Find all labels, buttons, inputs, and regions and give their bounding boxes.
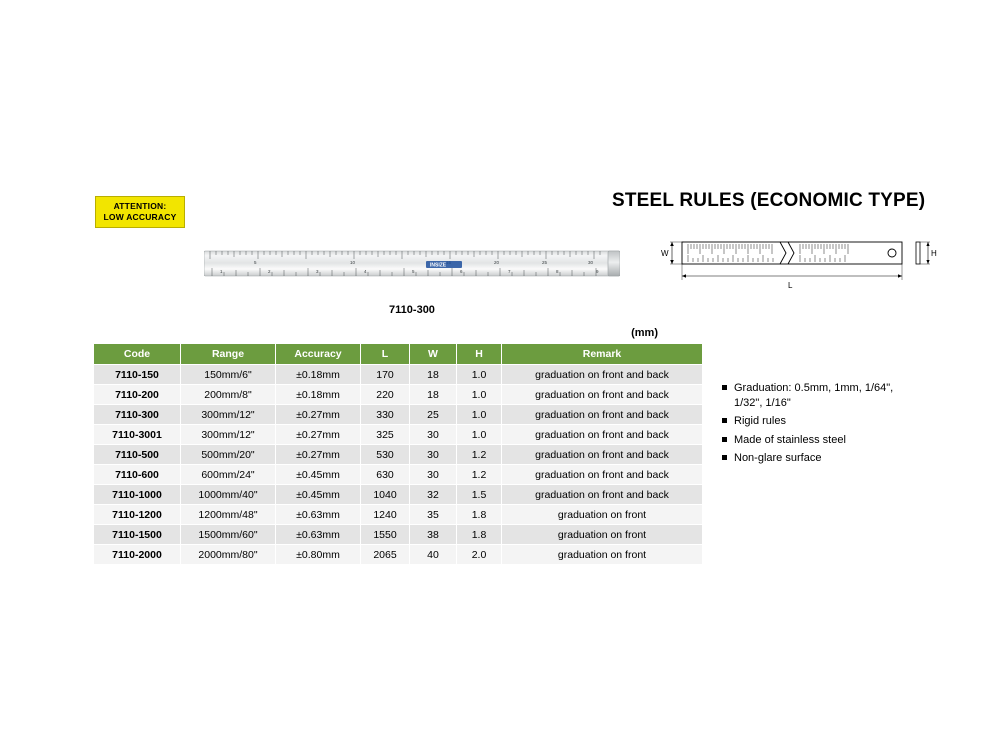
svg-text:20: 20 bbox=[494, 260, 500, 265]
svg-text:1: 1 bbox=[220, 269, 223, 274]
unit-label: (mm) bbox=[631, 327, 658, 339]
cell-remark: graduation on front and back bbox=[502, 365, 703, 385]
column-header-l: L bbox=[361, 344, 410, 365]
svg-text:5: 5 bbox=[412, 269, 415, 274]
attention-badge bbox=[95, 196, 185, 228]
cell-code: 7110-1500 bbox=[94, 525, 181, 545]
cell-l: 530 bbox=[361, 445, 410, 465]
cell-l: 1040 bbox=[361, 485, 410, 505]
brand-logo bbox=[426, 261, 462, 269]
cell-w: 18 bbox=[410, 385, 457, 405]
cell-accuracy: ±0.45mm bbox=[276, 465, 361, 485]
cell-range: 1500mm/60" bbox=[181, 525, 276, 545]
feature-list bbox=[722, 381, 922, 469]
column-header-h: H bbox=[457, 344, 502, 365]
column-header-code: Code bbox=[94, 344, 181, 365]
specs-table bbox=[93, 343, 703, 565]
cell-accuracy: ±0.80mm bbox=[276, 545, 361, 565]
cell-l: 2065 bbox=[361, 545, 410, 565]
feature-item bbox=[722, 451, 922, 466]
svg-text:8: 8 bbox=[556, 269, 559, 274]
feature-text: Graduation: 0.5mm, 1mm, 1/64", 1/32", 1/16" bbox=[734, 382, 894, 410]
svg-text:30: 30 bbox=[588, 260, 594, 265]
cell-range: 1000mm/40" bbox=[181, 485, 276, 505]
cell-range: 150mm/6" bbox=[181, 365, 276, 385]
cell-range: 300mm/12" bbox=[181, 425, 276, 445]
cell-h: 1.5 bbox=[457, 485, 502, 505]
feature-item bbox=[722, 381, 922, 411]
cell-h: 1.2 bbox=[457, 445, 502, 465]
cell-range: 600mm/24" bbox=[181, 465, 276, 485]
drawing-label-h: H bbox=[931, 249, 937, 258]
cell-range: 200mm/8" bbox=[181, 385, 276, 405]
cell-h: 1.8 bbox=[457, 525, 502, 545]
cell-accuracy: ±0.27mm bbox=[276, 445, 361, 465]
column-header-accuracy: Accuracy bbox=[276, 344, 361, 365]
svg-text:INSIZE: INSIZE bbox=[430, 262, 447, 269]
cell-h: 1.8 bbox=[457, 505, 502, 525]
cell-accuracy: ±0.27mm bbox=[276, 425, 361, 445]
cell-h: 1.0 bbox=[457, 405, 502, 425]
product-photo bbox=[204, 246, 620, 282]
table-row bbox=[94, 525, 703, 545]
feature-text: Made of stainless steel bbox=[734, 433, 846, 446]
cell-remark: graduation on front bbox=[502, 505, 703, 525]
cell-w: 30 bbox=[410, 445, 457, 465]
cell-l: 170 bbox=[361, 365, 410, 385]
table-header-row bbox=[94, 344, 703, 365]
cell-remark: graduation on front and back bbox=[502, 465, 703, 485]
attention-badge-line-1: ATTENTION: bbox=[113, 201, 167, 211]
cell-remark: graduation on front and back bbox=[502, 385, 703, 405]
technical-drawing bbox=[660, 228, 940, 303]
attention-badge-line-2: LOW ACCURACY bbox=[103, 211, 177, 222]
cell-code: 7110-300 bbox=[94, 405, 181, 425]
cell-w: 38 bbox=[410, 525, 457, 545]
table-row bbox=[94, 545, 703, 565]
cell-range: 2000mm/80" bbox=[181, 545, 276, 565]
steel-rule-image bbox=[204, 246, 620, 282]
table-row bbox=[94, 485, 703, 505]
square-bullet-icon bbox=[722, 385, 727, 390]
svg-text:10: 10 bbox=[350, 260, 356, 265]
cell-code: 7110-150 bbox=[94, 365, 181, 385]
cell-w: 32 bbox=[410, 485, 457, 505]
cell-code: 7110-1000 bbox=[94, 485, 181, 505]
cell-h: 1.0 bbox=[457, 385, 502, 405]
cell-remark: graduation on front and back bbox=[502, 405, 703, 425]
cell-w: 30 bbox=[410, 425, 457, 445]
svg-text:5: 5 bbox=[254, 260, 257, 265]
cell-range: 500mm/20" bbox=[181, 445, 276, 465]
cell-w: 35 bbox=[410, 505, 457, 525]
column-header-remark: Remark bbox=[502, 344, 703, 365]
svg-text:25: 25 bbox=[542, 260, 548, 265]
drawing-label-l: L bbox=[788, 281, 793, 290]
table-row bbox=[94, 425, 703, 445]
square-bullet-icon bbox=[722, 437, 727, 442]
cell-remark: graduation on front bbox=[502, 525, 703, 545]
svg-text:4: 4 bbox=[364, 269, 367, 274]
cell-w: 25 bbox=[410, 405, 457, 425]
table-row bbox=[94, 505, 703, 525]
cell-accuracy: ±0.45mm bbox=[276, 485, 361, 505]
cell-range: 300mm/12" bbox=[181, 405, 276, 425]
cell-l: 330 bbox=[361, 405, 410, 425]
table-row bbox=[94, 445, 703, 465]
cell-h: 1.0 bbox=[457, 425, 502, 445]
cell-remark: graduation on front and back bbox=[502, 425, 703, 445]
svg-text:6: 6 bbox=[460, 269, 463, 274]
feature-item bbox=[722, 433, 922, 448]
cell-code: 7110-600 bbox=[94, 465, 181, 485]
cell-w: 30 bbox=[410, 465, 457, 485]
cell-code: 7110-2000 bbox=[94, 545, 181, 565]
square-bullet-icon bbox=[722, 418, 727, 423]
feature-text: Rigid rules bbox=[734, 415, 786, 428]
cell-remark: graduation on front and back bbox=[502, 485, 703, 505]
table-row bbox=[94, 465, 703, 485]
cell-h: 1.0 bbox=[457, 365, 502, 385]
svg-text:2: 2 bbox=[268, 269, 271, 274]
cell-code: 7110-200 bbox=[94, 385, 181, 405]
cell-range: 1200mm/48" bbox=[181, 505, 276, 525]
page-title: STEEL RULES (ECONOMIC TYPE) bbox=[612, 190, 926, 211]
cell-w: 18 bbox=[410, 365, 457, 385]
feature-item bbox=[722, 414, 922, 429]
table-row bbox=[94, 405, 703, 425]
svg-text:7: 7 bbox=[508, 269, 511, 274]
cell-l: 220 bbox=[361, 385, 410, 405]
table-row bbox=[94, 365, 703, 385]
cell-accuracy: ±0.18mm bbox=[276, 385, 361, 405]
cell-accuracy: ±0.63mm bbox=[276, 525, 361, 545]
cell-code: 7110-3001 bbox=[94, 425, 181, 445]
svg-text:3: 3 bbox=[316, 269, 319, 274]
cell-l: 630 bbox=[361, 465, 410, 485]
cell-accuracy: ±0.27mm bbox=[276, 405, 361, 425]
table-row bbox=[94, 385, 703, 405]
svg-text:9: 9 bbox=[596, 269, 599, 274]
cell-code: 7110-1200 bbox=[94, 505, 181, 525]
cell-remark: graduation on front bbox=[502, 545, 703, 565]
square-bullet-icon bbox=[722, 455, 727, 460]
cell-l: 1550 bbox=[361, 525, 410, 545]
product-caption: 7110-300 bbox=[389, 304, 435, 316]
cell-l: 1240 bbox=[361, 505, 410, 525]
cell-accuracy: ±0.63mm bbox=[276, 505, 361, 525]
cell-code: 7110-500 bbox=[94, 445, 181, 465]
drawing-label-w: W bbox=[661, 249, 669, 258]
cell-h: 2.0 bbox=[457, 545, 502, 565]
cell-h: 1.2 bbox=[457, 465, 502, 485]
cell-l: 325 bbox=[361, 425, 410, 445]
column-header-range: Range bbox=[181, 344, 276, 365]
column-header-w: W bbox=[410, 344, 457, 365]
feature-text: Non-glare surface bbox=[734, 451, 822, 464]
cell-accuracy: ±0.18mm bbox=[276, 365, 361, 385]
cell-remark: graduation on front and back bbox=[502, 445, 703, 465]
cell-w: 40 bbox=[410, 545, 457, 565]
